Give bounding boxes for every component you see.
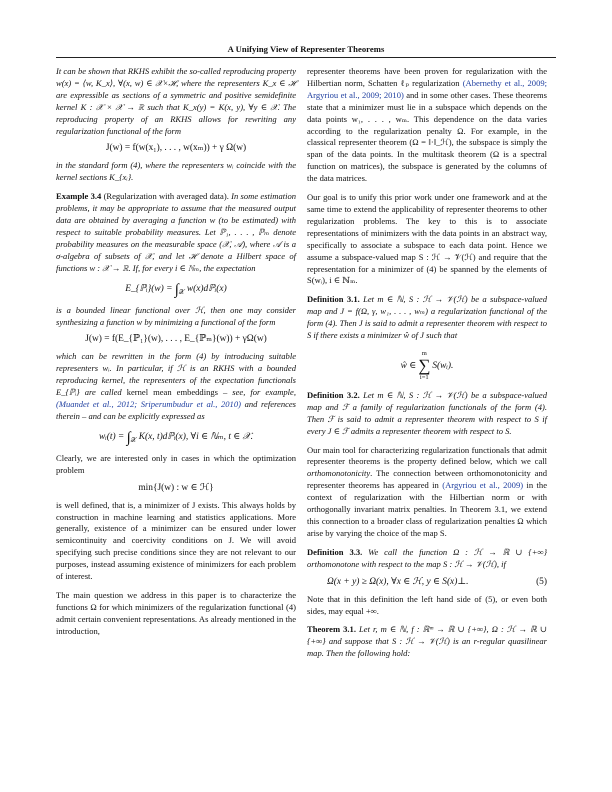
rkhs-paragraph: It can be shown that RKHS exhibit the so-called reproducing property w(x) = ⟨w, K_x⟩, ∀(x, w) ∈ 𝒳×ℋ, where the representers K_x ∈ ℋ are expressible as sections of a symmetric and positive semidefinite kernel K : 𝒳 × 𝒳 → ℝ such that K_x(y) = K(x, y), ∀y ∈ 𝒳. The reproducing property of an RKHS allows for rewriting any regularization functional of the form: [56, 66, 296, 136]
citation-muandet[interactable]: (Muandet et al., 2012; Sriperumbudur et al., 2010): [56, 399, 241, 410]
representer-lhs: wᵢ(t) =: [99, 431, 125, 442]
equation-expectation: [56, 283, 296, 297]
equation-orthomonotone: Ω(x + y) ≥ Ω(x), ∀x ∈ ℋ, y ∈ S(x)⊥. (5): [327, 576, 547, 587]
orthomonotonicity-term: orthomonotonicity: [307, 468, 371, 479]
equation-averaged-functional: J(w) = f(E_{ℙ₁}(w), . . . , E_{ℙₘ}(w)) + γΩ(w): [85, 334, 267, 345]
definition-3-3-text: We call the function Ω : ℋ → ℝ ∪ {+∞} orthomonotone with respect to the map S : ℋ → 𝒱(ℋ), if: [307, 546, 547, 569]
bounded-functional-paragraph: is a bounded linear functional over ℋ, then one may consider synthesizing a function w by minimizing a functional of the form: [56, 304, 296, 327]
integral-domain: 𝒳: [178, 288, 185, 296]
definition-3-2-label: Definition 3.2.: [307, 389, 360, 400]
note-paragraph: Note that in this definition the left hand side of (5), or even both sides, may equal +∞.: [307, 593, 547, 616]
equation-number-5: (5): [536, 576, 547, 587]
definition-3-1-label: Definition 3.1.: [307, 294, 360, 305]
representer-rhs: K(x, t)dℙᵢ(x), ∀i ∈ ℕₘ, t ∈ 𝒳.: [138, 431, 253, 442]
definition-3-2: [307, 390, 547, 438]
example-label: Example 3.4: [56, 191, 102, 202]
kernel-mean-embeddings-term: kernel mean embeddings: [126, 387, 218, 398]
equation-rkhs-functional: J(w) = f(w(x₁), . . . , w(xₘ)) + γ Ω(w): [105, 143, 247, 154]
definition-3-1-text: Let m ∈ ℕ, S : ℋ → 𝒱(ℋ) be a subspace-valued map and J = f(Ω, γ, w₁, . . . , wₘ) a regularization functional of the form (4). Then J is said to admit a representer theorem with respect to S if there exists a minimizer ŵ of J such that: [307, 294, 547, 341]
expectation-lhs: E_{ℙᵢ}(w) =: [125, 283, 173, 294]
kernel-mean-paragraph: which can be rewritten in the form (4) by introducing suitable representers wᵢ. In particular, if ℋ is an RKHS with a bounded reproducing kernel, the representers of the expectation functionals E_{ℙᵢ} are called kernel mean embeddings – see, for example, (Muandet et al., 2012; Sriperumbudur et al., 2010) and references therein – and can be explicitly expressed as: [56, 351, 297, 421]
goal-paragraph: Our goal is to unify this prior work under one framework and at the same time to extend the applicability of representer theorems to other regularization problems. The key to this is to associate representations of minimizers with the data points in an abstract way, specifically to associate a subspace to each data point. Hence we assume a subspace-valued map S : ℋ → 𝒱(ℋ) and require that the representation for a minimizer of (4) be spanned by the elements of S(wᵢ), i ∈ ℕₘ.: [307, 192, 547, 286]
equation-minimization: min{J(w) : w ∈ ℋ}: [138, 482, 214, 493]
integral-domain-2: 𝒳: [130, 436, 137, 444]
definition-3-2-text: Let m ∈ ℕ, S : ℋ → 𝒱(ℋ) be a subspace-valued map and ℱ a family of regularization functionals of the form (4). Then ℱ is said to admit a representer theorem with respect to S if every J ∈ ℱ admits a representer theorem with respect to S.: [307, 389, 547, 436]
equation-span: ŵ ∈m ∑ i=1S(wᵢ).: [400, 349, 454, 381]
integral-symbol-2: ∫: [126, 429, 131, 446]
expectation-rhs: w(x)dℙᵢ(x): [186, 283, 227, 294]
sum-symbol: m ∑ i=1: [418, 349, 431, 381]
well-defined-paragraph: is well defined, that is, a minimizer of J exists. This always holds by construction in machine learning and statistics applications. More generally, existence of a minimizer can be ensured under lower semicontinuity and coercivity conditions on J. We will avoid specifying such precise conditions since they are not relevant to our purposes, instead assuming existence of minimizers for each problem of interest.: [56, 499, 296, 582]
equation-representer: [56, 431, 296, 445]
representers-paragraph: in the standard form (4), where the representers wᵢ coincide with the kernel sections K_{xᵢ}.: [56, 160, 296, 183]
citation-argyriou[interactable]: (Argyriou et al., 2009): [442, 480, 524, 491]
integral-symbol: ∫: [174, 281, 179, 298]
citation-abernethy[interactable]: (Abernethy et al., 2009; Argyriou et al., 2009; 2010): [307, 77, 547, 100]
theorem-3-1-label: Theorem 3.1.: [307, 624, 356, 635]
theorem-3-1: [307, 624, 547, 660]
example-title: (Regularization with averaged data).: [103, 191, 229, 202]
main-question-paragraph: The main question we address in this paper is to characterize the functions Ω for which minimizers of the regularization functional (4) admit certain convenient representations. As already mentioned in the introduction,: [56, 590, 296, 636]
left-column: [56, 66, 296, 638]
definition-3-1: [307, 294, 547, 342]
prior-theorems-paragraph: representer theorems have been proven for regularization with the Hilbertian norm, Schatten ℓₚ regularization (Abernethy et al., 2009; Argyriou et al., 2009; 2010) and in some other cases. These theorems state that a minimizer must lie in a subspace which depends on the data points w₁, . . . , wₘ. This dependence on the data varies according to the regularization penalty Ω. For example, in the classical representer theorem (Ω = ‖·‖_ℋ), the subspace is simply the span of the data points. In the multitask theorem (Ω is a spectral function on matrices), the subspace is generated by the columns of the data matrices.: [307, 66, 547, 184]
header-rule: [56, 57, 556, 58]
orthomonotonicity-paragraph: Our main tool for characterizing regularization functionals that admit representer theorems is the property defined below, which we call orthomonotonicity. The connection between orthomonotonicity and representer theorems has appeared in (Argyriou et al., 2009) in the context of regularization with the Hilbertian norm or with orthogonally invariant matrix penalties. In Theorem 3.1, we extend this connection to a broader class of regularization penalties Ω which arise by varying the choice of the map S.: [307, 444, 548, 538]
definition-3-3-label: Definition 3.3.: [307, 546, 363, 557]
right-column: [307, 66, 547, 660]
example-text: In some estimation problems, it may be appropriate to assume that the measured output data are obtained by averaging a function w (to be estimated) with respect to suitable probability measures. Let ℙ₁, . . . , ℙₘ denote probability measures on the measurable space (𝒳, 𝒜), where 𝒜 is a σ-algebra of subsets of 𝒳, and let ℋ denote a Hilbert space of functions w : 𝒳 → ℝ. If, for every i ∈ ℕₘ, the expectation: [56, 191, 297, 273]
interest-paragraph: Clearly, we are interested only in cases in which the optimization problem: [56, 452, 296, 475]
theorem-3-1-text: Let r, m ∈ ℕ, f : ℝᵐ → ℝ ∪ {+∞}, Ω : ℋ → ℝ ∪ {+∞} and suppose that S : ℋ → 𝒱(ℋ) is an r-regular quasilinear map. Then the following hold:: [307, 624, 547, 659]
running-title: A Unifying View of Representer Theorems: [227, 44, 385, 54]
example-3-4: [56, 191, 296, 274]
definition-3-3: [307, 547, 547, 571]
